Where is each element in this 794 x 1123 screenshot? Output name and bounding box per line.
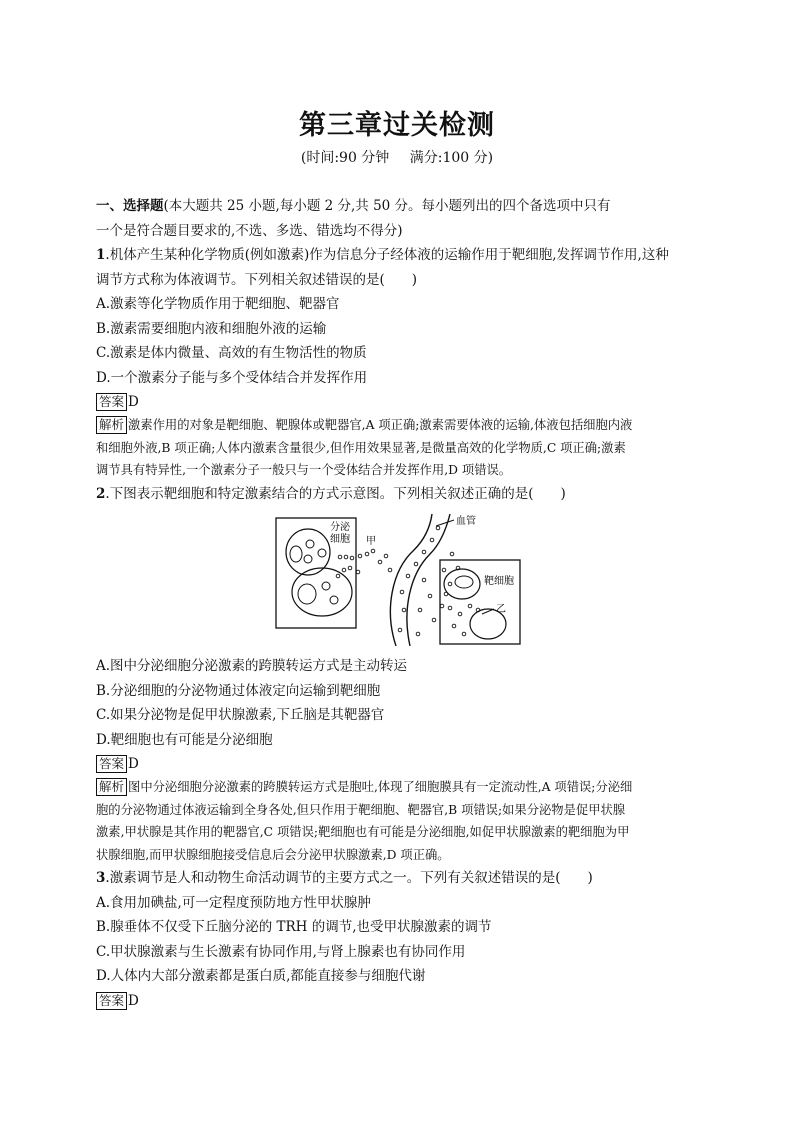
yi-label: 乙 (496, 604, 506, 615)
q3-answer (96, 989, 700, 1013)
target-cell-upper (444, 569, 480, 599)
q1-analysis-line-1 (96, 414, 700, 437)
q1-answer (96, 390, 700, 414)
section-intro-text-1: (本大题共 25 小题,每小题 2 分,共 50 分。每小题列出的四个备选项中只有 (163, 198, 611, 214)
q2-option-c: C.如果分泌物是促甲状腺激素,下丘脑是其靶器官 (96, 707, 385, 723)
q2-stem: .下图表示靶细胞和特定激素结合的方式示意图。下列相关叙述正确的是( ) (105, 485, 566, 502)
q2-option-a: A.图中分泌细胞分泌激素的跨膜转运方式是主动转运 (96, 658, 408, 674)
q1-stem-line-1 (96, 243, 700, 268)
analysis-tag: 解析 (96, 778, 127, 796)
q2-answer (96, 752, 700, 776)
q2-answer-value: D (128, 756, 139, 772)
answer-tag: 答案 (96, 992, 127, 1010)
answer-tag: 答案 (96, 755, 127, 773)
section-intro-text-2: 一个是符合题目要求的,不选、多选、错选均不得分) (96, 222, 403, 239)
q3-answer-value: D (128, 992, 139, 1009)
vesicle-icon (318, 549, 326, 557)
q1-option-c: C.激素是体内微量、高效的有生物活性的物质 (96, 345, 367, 361)
analysis-tag: 解析 (96, 416, 127, 434)
q3-stem-line (96, 866, 700, 891)
target-cell-box (440, 560, 520, 644)
q1-analysis-line-3: 调节具有特异性,一个激素分子一般只与一个受体结合并发挥作用,D 项错误。 (96, 463, 512, 477)
target-nucleus-icon (455, 576, 473, 588)
q1-option-a: A.激素等化学物质作用于靶细胞、靶器官 (96, 296, 340, 312)
answer-tag: 答案 (96, 393, 127, 411)
q1-analysis-text-1: 激素作用的对象是靶细胞、靶腺体或靶器官,A 项正确;激素需要体液的运输,体液包括细胞内液 (128, 418, 633, 432)
granule-icon (330, 596, 338, 604)
secretory-label-1: 分泌 (330, 522, 350, 533)
q1-stem-2: 调节方式称为体液调节。下列相关叙述错误的是( ) (96, 271, 418, 288)
q3-option-c: C.甲状腺激素与生长激素有协同作用,与肾上腺素也有协同作用 (96, 943, 466, 960)
granule-icon (304, 555, 312, 563)
page-title: 第三章过关检测 (299, 110, 495, 141)
granule-icon (306, 540, 314, 548)
q2-option-b: B.分泌细胞的分泌物通过体液定向运输到靶细胞 (96, 682, 381, 699)
jia-label: 甲 (366, 536, 376, 547)
q3-option-d: D.人体内大部分激素都是蛋白质,都能直接参与细胞代谢 (96, 968, 426, 984)
vessel-label: 血管 (456, 516, 476, 527)
target-cell-label: 靶细胞 (484, 576, 514, 587)
vessel-pointer-icon (436, 520, 454, 526)
section-heading: 一、选择题 (96, 198, 164, 214)
q2-analysis-text-1: 图中分泌细胞分泌激素的跨膜转运方式是胞吐,体现了细胞膜具有一定流动性,A 项错误;分泌细 (128, 780, 633, 794)
q2-option-d: D.靶细胞也有可能是分泌细胞 (96, 731, 273, 748)
full-score: 满分:100 分) (409, 150, 494, 166)
q2-number: 2 (96, 485, 106, 502)
q3-number: 3 (96, 870, 106, 886)
q3-option-b: B.腺垂体不仅受下丘脑分泌的 TRH 的调节,也受甲状腺激素的调节 (96, 919, 492, 935)
q1-option-b: B.激素需要细胞内液和细胞外液的运输 (96, 320, 327, 337)
secretory-nucleus-icon (290, 546, 302, 562)
q2-analysis-line-4: 状腺细胞,而甲状腺细胞接受信息后会分泌甲状腺激素,D 项正确。 (96, 847, 450, 862)
vessel-wall-right (407, 514, 450, 646)
section-intro (96, 194, 700, 219)
q1-number: 1 (96, 247, 106, 263)
q1-answer-value: D (128, 394, 139, 410)
q3-option-a: A.食用加碘盐,可一定程度预防地方性甲状腺肿 (96, 894, 371, 911)
secretory-nucleus-icon (298, 584, 316, 604)
page-subtitle (0, 147, 794, 167)
secretory-label-2: 细胞 (330, 534, 350, 545)
q2-analysis-line-3: 激素,甲状腺是其作用的靶器官,C 项错误;靶细胞也有可能是分泌细胞,如促甲状腺激素的靶细胞为甲 (96, 825, 630, 839)
q1-analysis-line-2: 和细胞外液,B 项正确;人体内激素含量很少,但作用效果显著,是微量高效的化学物质,C 项正确;激素 (96, 440, 626, 455)
q2-analysis-line-1 (96, 776, 700, 799)
q2-stem-line (96, 482, 700, 507)
q1-option-d: D.一个激素分子能与多个受体结合并发挥作用 (96, 369, 368, 386)
q1-stem-1: .机体产生某种化学物质(例如激素)作为信息分子经体液的运输作用于靶细胞,发挥调节作用,这种 (105, 247, 669, 263)
q3-stem: .激素调节是人和动物生命活动调节的主要方式之一。下列有关叙述错误的是( ) (105, 870, 593, 886)
time-limit: (时间:90 分钟 (300, 150, 390, 166)
exam-content (96, 194, 700, 1013)
granule-icon (322, 582, 330, 590)
secretory-cell-lower (292, 568, 352, 616)
target-cell-diagram (274, 510, 524, 646)
q2-analysis-line-2: 胞的分泌物通过体液运输到全身各处,但只作用于靶细胞、靶器官,B 项错误;如果分泌物是促甲状腺 (96, 802, 626, 817)
q2-figure (96, 510, 700, 648)
